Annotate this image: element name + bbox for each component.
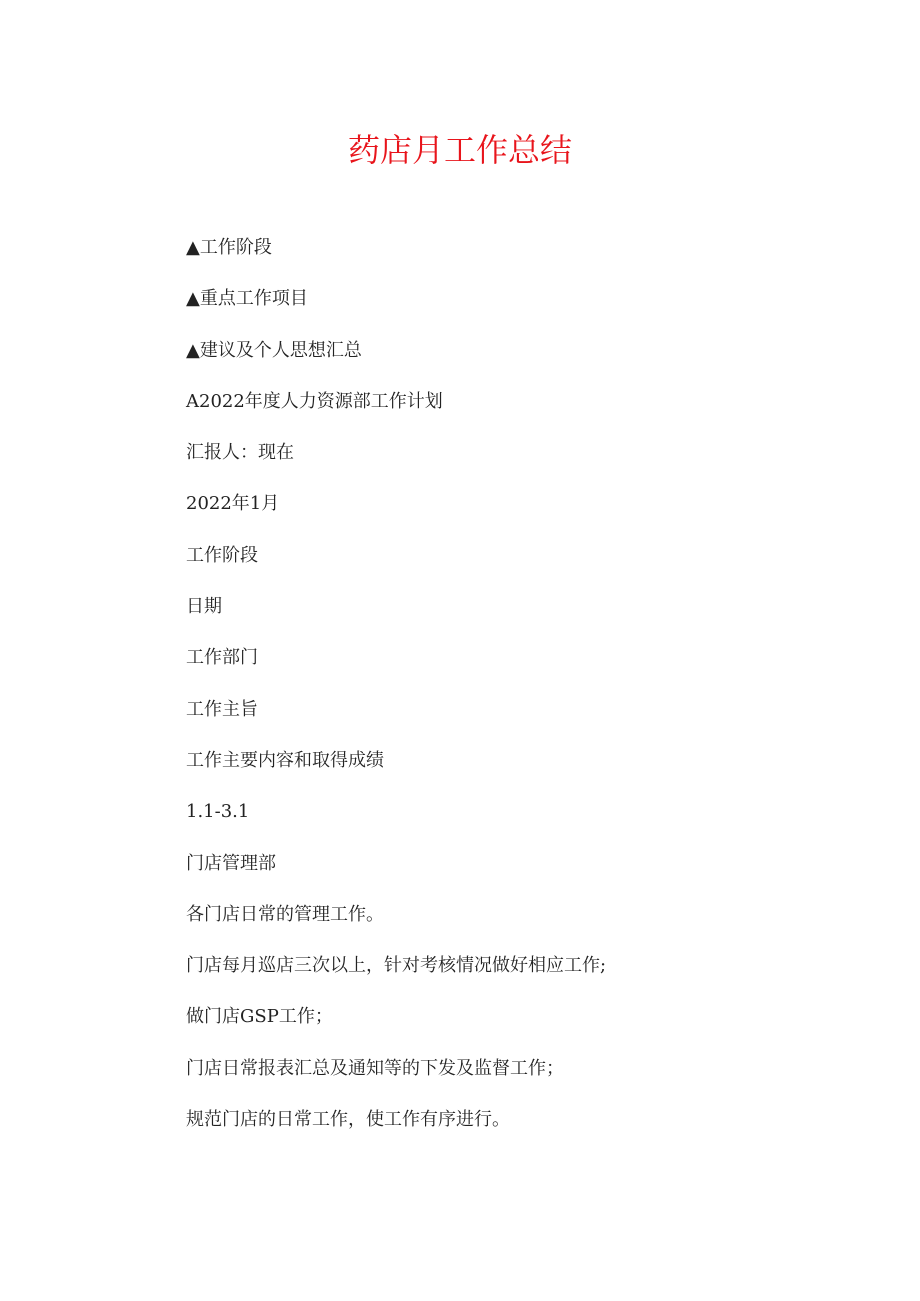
reporter-line: 汇报人：现在 [186,442,294,464]
section-heading-key-projects: ▲重点工作项目 [186,288,308,310]
document-title: 药店月工作总结 [347,131,572,169]
text-line: 门店日常报表汇总及通知等的下发及监督工作； [186,1057,564,1079]
text-line: 门店每月巡店三次以上，针对考核情况做好相应工作; [186,955,607,977]
text-line: 各门店日常的管理工作。 [186,903,384,925]
section-heading-work-stage: ▲工作阶段 [186,237,272,258]
document-body [186,232,886,1155]
text-line: 工作阶段 [186,544,258,566]
section-heading-suggestions: ▲建议及个人思想汇总 [186,339,362,361]
text-line: 工作主旨 [186,698,258,720]
text-line: 做门店GSP工作； [186,1006,333,1028]
plan-title-line: A2022年度人力资源部工作计划 [186,390,443,412]
text-line: 日期 [186,596,222,618]
date-range-line: 1.1-3.1 [186,801,250,823]
text-line: 规范门店的日常工作，使工作有序进行。 [186,1109,510,1131]
text-line: 工作主要内容和取得成绩 [186,749,384,771]
department-line: 门店管理部 [186,852,276,874]
text-line: 工作部门 [186,647,258,669]
date-line: 2022年1月 [186,493,280,515]
